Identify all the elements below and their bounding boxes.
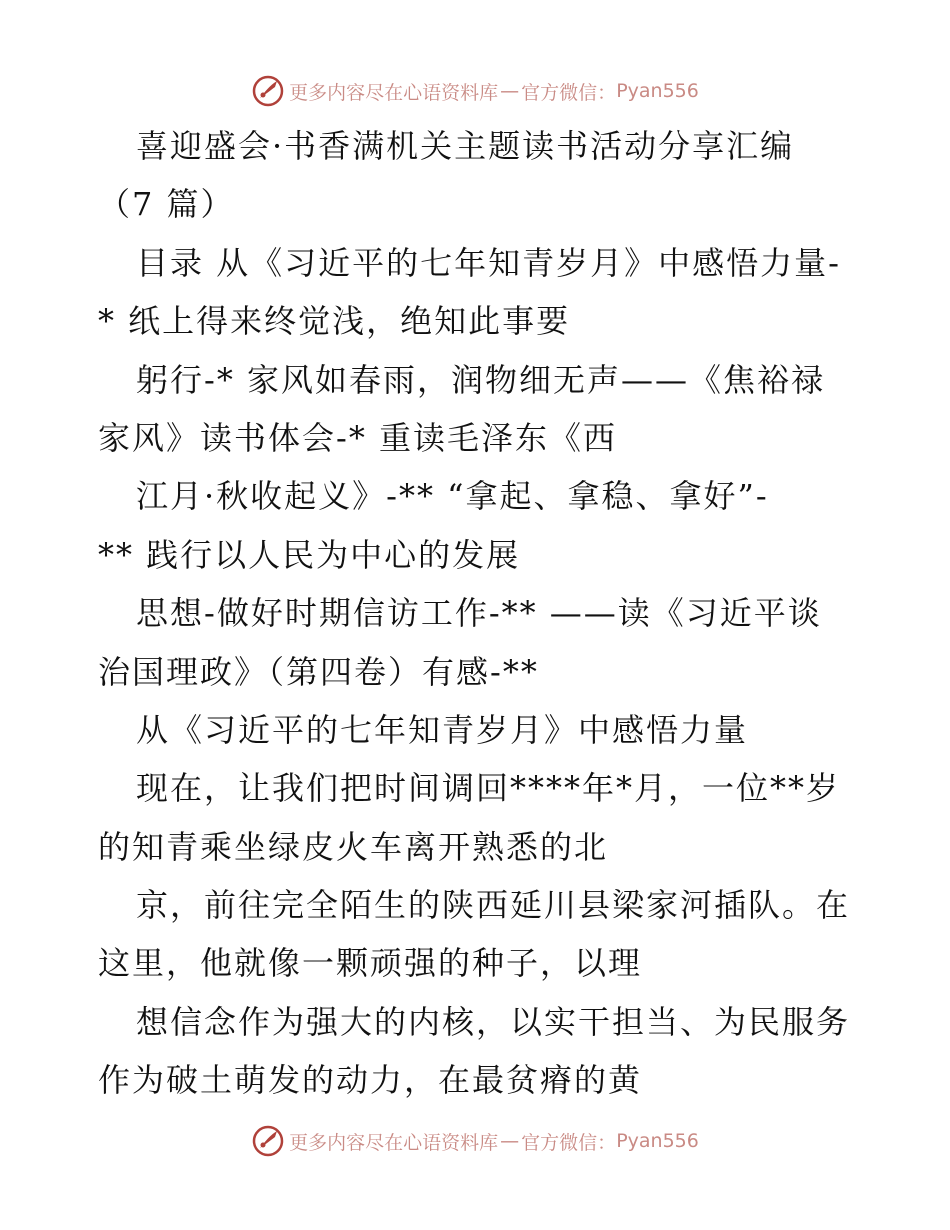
footer-banner bbox=[0, 1121, 950, 1161]
text-line: ** 践行以人民为中心的发展 bbox=[98, 535, 521, 574]
text-line: 这里，他就像一颗顽强的种子，以理 bbox=[98, 944, 643, 983]
banner-official: 官方微信： bbox=[521, 81, 617, 104]
text-line: 江月·秋收起义》-** “拿起、拿稳、拿好”- bbox=[136, 477, 769, 516]
text-line: 治国理政》（第四卷）有感-** bbox=[98, 652, 539, 691]
text-line: 京，前往完全陌生的陕西延川县梁家河插队。在 bbox=[136, 886, 851, 925]
text-line: 躬行-* 家风如春雨，润物细无声——《焦裕禄 bbox=[136, 360, 825, 399]
text-line: （7 篇） bbox=[98, 185, 235, 224]
text-line: 作为破土萌发的动力，在最贫瘠的黄 bbox=[98, 1061, 643, 1100]
text-line: * 纸上得来终觉浅，绝知此事要 bbox=[98, 302, 571, 341]
banner-separator: — bbox=[500, 80, 520, 102]
banner-separator: — bbox=[500, 1130, 520, 1152]
text-line: 目录 从《习近平的七年知青岁月》中感悟力量- bbox=[136, 243, 841, 282]
banner-wechat-id: Pyan556 bbox=[616, 1130, 699, 1152]
document-body bbox=[98, 117, 858, 1110]
text-line: 现在，让我们把时间调回****年*月，一位**岁 bbox=[136, 769, 841, 808]
text-line: 从《习近平的七年知青岁月》中感悟力量 bbox=[136, 710, 749, 749]
header-banner bbox=[0, 71, 950, 111]
banner-official: 官方微信： bbox=[521, 1131, 617, 1154]
banner-text: 更多内容尽在心语资料库 bbox=[289, 81, 499, 104]
text-line: 的知青乘坐绿皮火车离开熟悉的北 bbox=[98, 827, 609, 866]
brush-logo-icon bbox=[251, 1124, 285, 1158]
text-line: 家风》读书体会-* 重读毛泽东《西 bbox=[98, 418, 617, 457]
text-line: 想信念作为强大的内核，以实干担当、为民服务 bbox=[136, 1002, 851, 1041]
text-line: 喜迎盛会·书香满机关主题读书活动分享汇编 bbox=[136, 127, 795, 165]
banner-text: 更多内容尽在心语资料库 bbox=[289, 1131, 499, 1154]
banner-wechat-id: Pyan556 bbox=[616, 80, 699, 102]
text-line: 思想-做好时期信访工作-** ——读《习近平谈 bbox=[136, 594, 822, 633]
brush-logo-icon bbox=[251, 74, 285, 108]
